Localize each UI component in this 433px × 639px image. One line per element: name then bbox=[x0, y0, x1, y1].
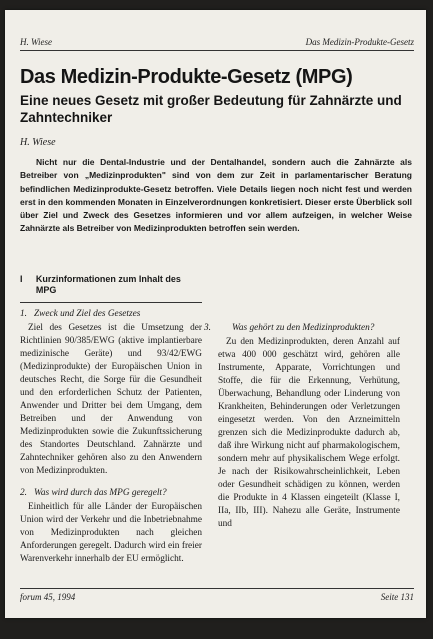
subsection-number: 1. bbox=[20, 309, 27, 319]
subsection-text-2: Einheitlich für alle Länder der Europäischen Union wird der Verkehr und die Inbetriebnahme von Medizinprodukten nach gleichen Anforderungen geregelt. Dadurch wird ein freier Warenverkehr innerhalb der EU ermöglicht. bbox=[20, 502, 202, 564]
footer-journal: forum 45, 1994 bbox=[20, 592, 76, 602]
subsection-text-1: Ziel des Gesetzes ist die Umsetzung der Richtlinien 90/385/EWG (aktive implantierbare medizinische Geräte) und 93/42/EWG (Medizinprodukte) der Europäischen Union in deutsches Recht, die Sorge für die Gesundheit und den erforderlichen Schutz der Patienten, Anwender und Dritter bei dem Umgang, dem Betreiben und der Anwendung von Medizinprodukten sowie die Zukunftssicherung des Standortes Deutschland. Zahnärzte und Zahntechniker gehören also zu den Anwendern von Medizinprodukten. bbox=[20, 323, 202, 476]
header-author: H. Wiese bbox=[20, 37, 52, 47]
article-abstract: Nicht nur die Dental-Industrie und der Dentalhandel, sondern auch die Zahnärzte als Betreiber von „Medizinprodukten" sind von dem zur Zeit in parlamentarischer Beratung befindlichen Medizinprodukte-Gesetz betroffen. Viele Details liegen noch nicht fest und werden erst in den kommenden Monaten in Einzelverordnungen konkretisiert. Dieser erste Überblick soll über Ziel und Zweck des Gesetzes informieren und vor allem aufzeigen, in welcher Weise Zahnärzte als Betreiber von Medizinprodukten betroffen sein werden. bbox=[20, 157, 412, 234]
subsection-text-3: Zu den Medizinprodukten, deren Anzahl auf etwa 400 000 geschätzt wird, gehören alle Instrumente, Apparate, Vorrichtungen und Stoffe, die für die Erkennung, Verhütung, Überwachung, Behandlung oder Linderung von Krankheiten, Behinderungen oder Verletzungen eingesetzt werden. Von den Arzneimitteln grenzen sich die Medizinprodukte dadurch ab, daß ihre Wirkung nicht auf pharmakologischem, sondern mehr auf physikalischem Wege erfolgt. Je nach der Risikowahrscheinlichkeit, Leben oder Gesundheit schädigen zu können, werden die Produkte in 4 Klassen eingeteilt (Klasse I, IIa, IIb, III). Nahezu alle Geräte, Instrumente und bbox=[218, 337, 400, 529]
section-number: I bbox=[20, 274, 23, 284]
section-title: Kurzinformationen zum Inhalt des MPG bbox=[35, 274, 181, 295]
subsection-title: Was gehört zu den Medizinprodukten? bbox=[232, 323, 375, 333]
footer-page-number: Seite 131 bbox=[380, 592, 414, 602]
subsection-title: Was wird durch das MPG geregelt? bbox=[34, 488, 167, 498]
subsection-heading-2 bbox=[20, 487, 202, 500]
page-footer bbox=[20, 588, 414, 602]
article-subtitle: Eine neues Gesetz mit großer Bedeutung für Zahnärzte und Zahntechniker bbox=[20, 93, 402, 125]
header-section: Das Medizin-Produkte-Gesetz bbox=[305, 37, 414, 47]
running-header bbox=[20, 37, 414, 51]
document-page bbox=[5, 10, 426, 618]
article-title: Das Medizin-Produkte-Gesetz (MPG) bbox=[20, 66, 353, 88]
left-column bbox=[20, 274, 202, 566]
right-column bbox=[204, 322, 400, 531]
section-rule bbox=[20, 302, 202, 303]
article-author: H. Wiese bbox=[20, 137, 56, 148]
subsection-title: Zweck und Ziel des Gesetzes bbox=[34, 309, 141, 319]
section-heading bbox=[20, 274, 202, 296]
subsection-heading-1 bbox=[20, 308, 202, 321]
subsection-number: 3. bbox=[204, 323, 211, 333]
subsection-heading-3 bbox=[204, 322, 400, 335]
subsection-number: 2. bbox=[20, 488, 27, 498]
